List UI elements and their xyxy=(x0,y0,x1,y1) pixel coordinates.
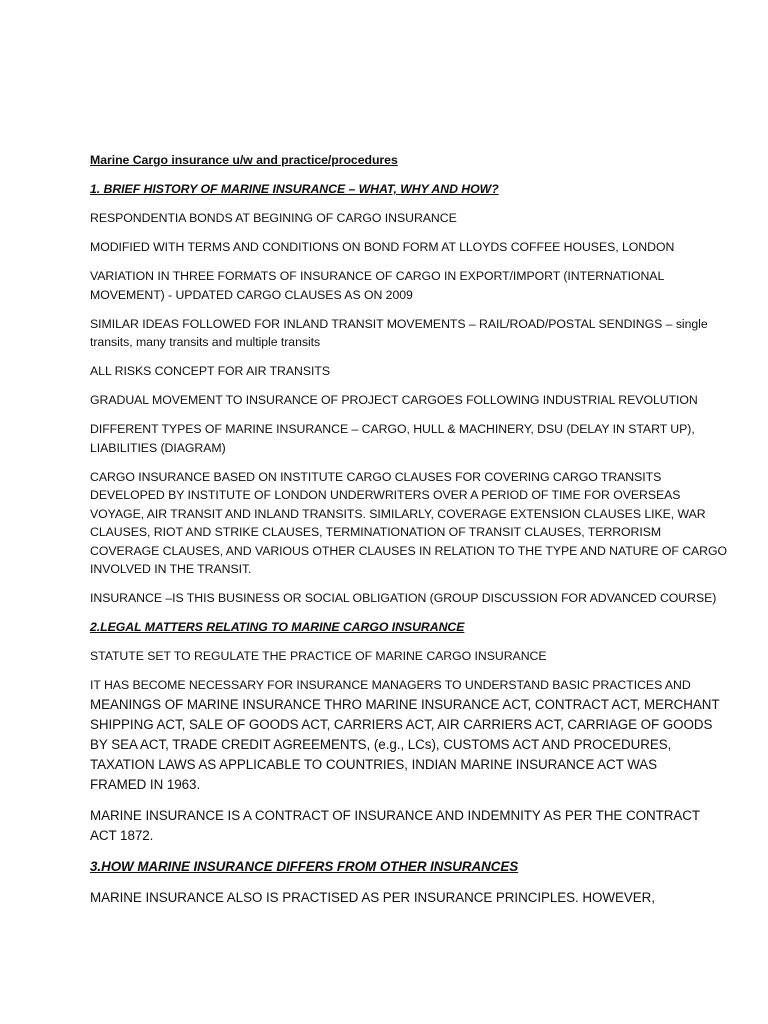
paragraph-line: transits, many transits and multiple transits xyxy=(90,335,321,349)
paragraph-line: TAXATION LAWS AS APPLICABLE TO COUNTRIES, INDIAN MARINE INSURANCE ACT WAS xyxy=(90,757,658,773)
large-text-group xyxy=(90,695,720,796)
paragraph-line: CLAUSES, RIOT AND STRIKE CLAUSES, TERMINATIONATION OF TRANSIT CLAUSES, TERRORISM xyxy=(90,525,662,539)
section-1-heading-block xyxy=(90,180,690,199)
paragraph-line: RESPONDENTIA BONDS AT BEGINING OF CARGO INSURANCE xyxy=(90,211,457,225)
paragraph xyxy=(90,676,720,796)
paragraph xyxy=(90,806,700,846)
paragraph-line: SHIPPING ACT, SALE OF GOODS ACT, CARRIERS ACT, AIR CARRIERS ACT, CARRIAGE OF GOODS xyxy=(90,716,713,732)
paragraph-line: BY SEA ACT, TRADE CREDIT AGREEMENTS, (e.g., LCs), CUSTOMS ACT AND PROCEDURES, xyxy=(90,736,672,752)
paragraph xyxy=(90,238,690,257)
paragraph-line: MOVEMENT) - UPDATED CARGO CLAUSES AS ON 2009 xyxy=(90,287,413,302)
section-3-heading: 3.HOW MARINE INSURANCE DIFFERS FROM OTHER INSURANCES xyxy=(90,858,519,874)
paragraph-line: ACT 1872. xyxy=(90,828,154,844)
section-2-heading-block xyxy=(90,618,690,637)
paragraph-line: INSURANCE –IS THIS BUSINESS OR SOCIAL OBLIGATION (GROUP DISCUSSION FOR ADVANCED COURSE) xyxy=(90,591,717,605)
paragraph-line: MEANINGS OF MARINE INSURANCE THRO MARINE INSURANCE ACT, CONTRACT ACT, MERCHANT xyxy=(90,696,720,712)
paragraph-line: CARGO INSURANCE BASED ON INSTITUTE CARGO CLAUSES FOR COVERING CARGO TRANSITS xyxy=(90,469,662,484)
paragraph-line: MODIFIED WITH TERMS AND CONDITIONS ON BOND FORM AT LLOYDS COFFEE HOUSES, LONDON xyxy=(90,240,675,254)
section-2-heading: 2.LEGAL MATTERS RELATING TO MARINE CARGO INSURANCE xyxy=(90,620,465,634)
document-title-block xyxy=(90,151,690,170)
document-title: Marine Cargo insurance u/w and practice/procedures xyxy=(90,153,398,167)
paragraph-line: VOYAGE, AIR TRANSIT AND INLAND TRANSITS. SIMILARLY, COVERAGE EXTENSION CLAUSES LIKE, WAR xyxy=(90,506,706,521)
paragraph-line: FRAMED IN 1963. xyxy=(90,777,201,793)
paragraph xyxy=(90,315,708,352)
paragraph-line: IT HAS BECOME NECESSARY FOR INSURANCE MANAGERS TO UNDERSTAND BASIC PRACTICES AND xyxy=(90,678,691,692)
paragraph-line: COVERAGE CLAUSES, AND VARIOUS OTHER CLAUSES IN RELATION TO THE TYPE AND NATURE OF CARGO xyxy=(90,543,728,558)
paragraph xyxy=(90,589,717,608)
section-1-heading: 1. BRIEF HISTORY OF MARINE INSURANCE – WHAT, WHY AND HOW? xyxy=(90,182,499,196)
paragraph-line: STATUTE SET TO REGULATE THE PRACTICE OF MARINE CARGO INSURANCE xyxy=(90,649,547,663)
paragraph-line: MARINE INSURANCE IS A CONTRACT OF INSURANCE AND INDEMNITY AS PER THE CONTRACT xyxy=(90,808,700,824)
section-3-heading-block xyxy=(90,857,690,877)
paragraph-line: SIMILAR IDEAS FOLLOWED FOR INLAND TRANSIT MOVEMENTS – RAIL/ROAD/POSTAL SENDINGS – single xyxy=(90,316,708,331)
paragraph xyxy=(90,209,690,228)
document-body xyxy=(90,151,728,918)
paragraph xyxy=(90,267,690,304)
paragraph xyxy=(90,362,690,381)
paragraph-line: VARIATION IN THREE FORMATS OF INSURANCE OF CARGO IN EXPORT/IMPORT (INTERNATIONAL xyxy=(90,269,665,283)
paragraph xyxy=(90,391,698,410)
paragraph-line: GRADUAL MOVEMENT TO INSURANCE OF PROJECT CARGOES FOLLOWING INDUSTRIAL REVOLUTION xyxy=(90,393,698,407)
paragraph-line: DEVELOPED BY INSTITUTE OF LONDON UNDERWRITERS OVER A PERIOD OF TIME FOR OVERSEAS xyxy=(90,488,681,502)
paragraph-line: ALL RISKS CONCEPT FOR AIR TRANSITS xyxy=(90,364,330,378)
paragraph-line: INVOLVED IN THE TRANSIT. xyxy=(90,562,252,576)
paragraph xyxy=(90,647,690,666)
paragraph-line: LIABILITIES (DIAGRAM) xyxy=(90,440,226,455)
paragraph xyxy=(90,888,690,908)
paragraph xyxy=(90,468,728,579)
paragraph-line: DIFFERENT TYPES OF MARINE INSURANCE – CARGO, HULL & MACHINERY, DSU (DELAY IN START UP), xyxy=(90,422,695,436)
paragraph-line: MARINE INSURANCE ALSO IS PRACTISED AS PER INSURANCE PRINCIPLES. HOWEVER, xyxy=(90,889,655,905)
paragraph xyxy=(90,420,695,457)
